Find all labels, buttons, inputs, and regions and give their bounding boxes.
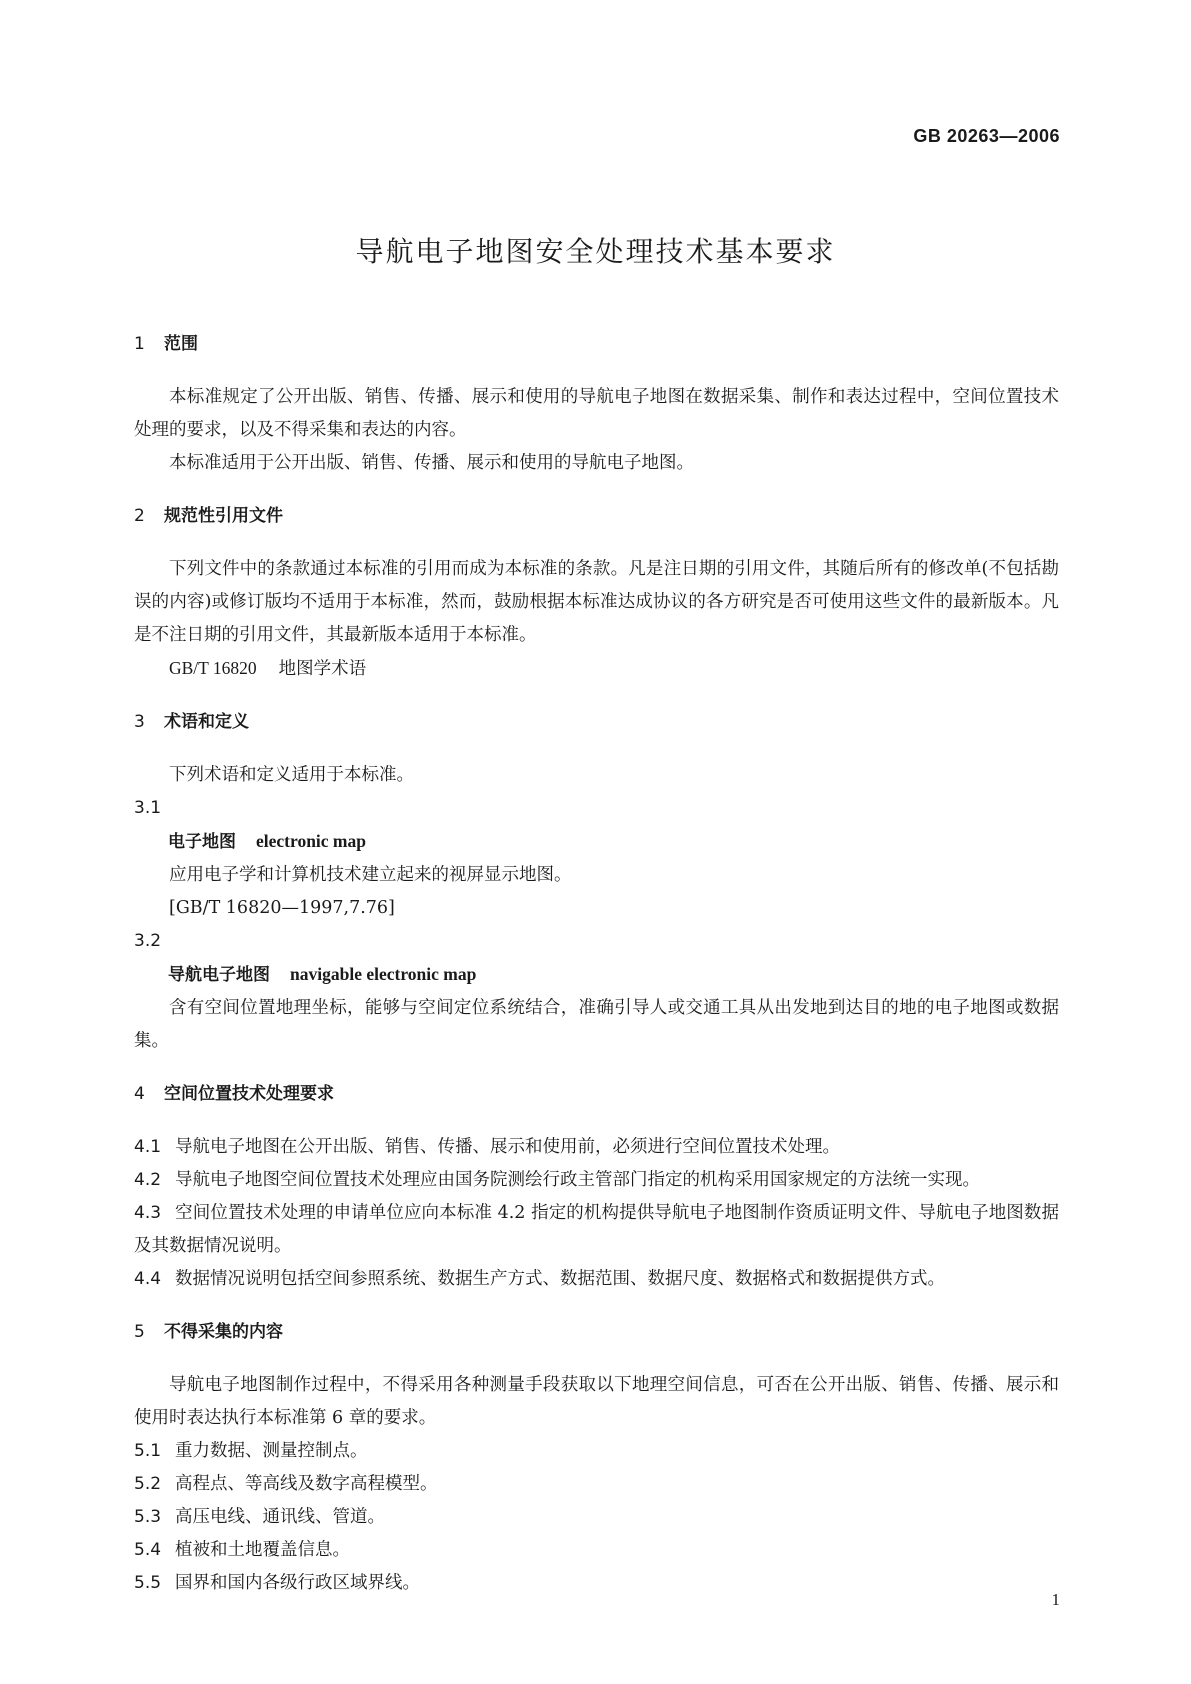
clause-text: 高程点、等高线及数字高程模型。: [175, 1474, 438, 1494]
clause-text: 导航电子地图空间位置技术处理应由国务院测绘行政主管部门指定的机构采用国家规定的方法统一实现。: [175, 1170, 981, 1190]
reference-code: GB/T 16820: [169, 658, 257, 678]
clause-text: 数据情况说明包括空间参照系统、数据生产方式、数据范围、数据尺度、数据格式和数据提供方式。: [175, 1269, 946, 1289]
section-heading: [134, 1316, 1059, 1349]
section-number: 1: [134, 334, 145, 354]
paragraph: 下列文件中的条款通过本标准的引用而成为本标准的条款。凡是注日期的引用文件，其随后所有的修改单(不包括勘误的内容)或修订版均不适用于本标准，然而，鼓励根据本标准达成协议的各方研究是否可使用这些文件的最新版本。凡是不注日期的引用文件，其最新版本适用于本标准。: [134, 559, 1059, 645]
term-number: 3.2: [134, 931, 162, 951]
clause: [134, 1501, 1059, 1534]
reference-name: 地图学术语: [278, 659, 367, 679]
term-cn: 电子地图: [168, 832, 236, 852]
clause-text: 高压电线、通讯线、管道。: [175, 1507, 386, 1527]
clause: [134, 1534, 1059, 1567]
clause: [134, 1468, 1059, 1501]
section-title: 范围: [164, 334, 198, 354]
paragraph: 本标准规定了公开出版、销售、传播、展示和使用的导航电子地图在数据采集、制作和表达过程中，空间位置技术处理的要求，以及不得采集和表达的内容。: [134, 387, 1059, 440]
section-number: 2: [134, 506, 145, 526]
clause: [134, 1131, 1059, 1164]
term-definition: 含有空间位置地理坐标，能够与空间定位系统结合，准确引导人或交通工具从出发地到达目的地的电子地图或数据集。: [134, 998, 1059, 1051]
clause-number: 5.1: [134, 1441, 162, 1461]
document-body: [134, 328, 1059, 1600]
clause-number: 5.4: [134, 1540, 162, 1560]
section-number: 3: [134, 712, 145, 732]
section-title: 空间位置技术处理要求: [164, 1084, 334, 1104]
term-definition: 应用电子学和计算机技术建立起来的视屏显示地图。: [169, 865, 572, 885]
section-title: 术语和定义: [164, 712, 249, 732]
section-number: 4: [134, 1084, 145, 1104]
clause-text: 空间位置技术处理的申请单位应向本标准 4.2 指定的机构提供导航电子地图制作资质证明文件、导航电子地图数据及其数据情况说明。: [134, 1203, 1059, 1256]
section-title: 不得采集的内容: [164, 1322, 283, 1342]
clause-number: 5.2: [134, 1474, 162, 1494]
page-number: 1: [1051, 1590, 1060, 1609]
section-heading: [134, 500, 1059, 533]
section-title: 规范性引用文件: [164, 506, 283, 526]
clause-number: 4.2: [134, 1170, 162, 1190]
clause-number: 5.5: [134, 1573, 162, 1593]
clause-text: 导航电子地图在公开出版、销售、传播、展示和使用前，必须进行空间位置技术处理。: [175, 1137, 841, 1157]
paragraph: 下列术语和定义适用于本标准。: [169, 765, 414, 785]
term-cn: 导航电子地图: [168, 965, 270, 985]
standard-code: GB 20263—2006: [913, 126, 1060, 146]
document-title: 导航电子地图安全处理技术基本要求: [355, 235, 836, 268]
term-number: 3.1: [134, 798, 162, 818]
clause: [134, 1263, 1059, 1296]
clause-number: 4.1: [134, 1137, 162, 1157]
normative-reference: [134, 652, 1059, 686]
clause-number: 4.4: [134, 1269, 162, 1289]
term-en: navigable electronic map: [290, 964, 477, 984]
term-entry: [134, 958, 1059, 992]
clause: [134, 1197, 1059, 1263]
term-en: electronic map: [256, 831, 366, 851]
section-number: 5: [134, 1322, 145, 1342]
term-source: [GB/T 16820—1997,7.76]: [169, 898, 395, 918]
section-heading: [134, 328, 1059, 361]
clause: [134, 1164, 1059, 1197]
clause: [134, 1435, 1059, 1468]
term-entry: [134, 825, 1059, 859]
clause-number: 5.3: [134, 1507, 162, 1527]
paragraph: 本标准适用于公开出版、销售、传播、展示和使用的导航电子地图。: [169, 453, 694, 473]
clause: [134, 1567, 1059, 1600]
section-heading: [134, 706, 1059, 739]
clause-text: 重力数据、测量控制点。: [175, 1441, 368, 1461]
paragraph: 导航电子地图制作过程中，不得采用各种测量手段获取以下地理空间信息，可否在公开出版、销售、传播、展示和使用时表达执行本标准第 6 章的要求。: [134, 1375, 1059, 1428]
clause-number: 4.3: [134, 1203, 162, 1223]
section-heading: [134, 1078, 1059, 1111]
clause-text: 国界和国内各级行政区域界线。: [175, 1573, 421, 1593]
clause-text: 植被和土地覆盖信息。: [175, 1540, 351, 1560]
